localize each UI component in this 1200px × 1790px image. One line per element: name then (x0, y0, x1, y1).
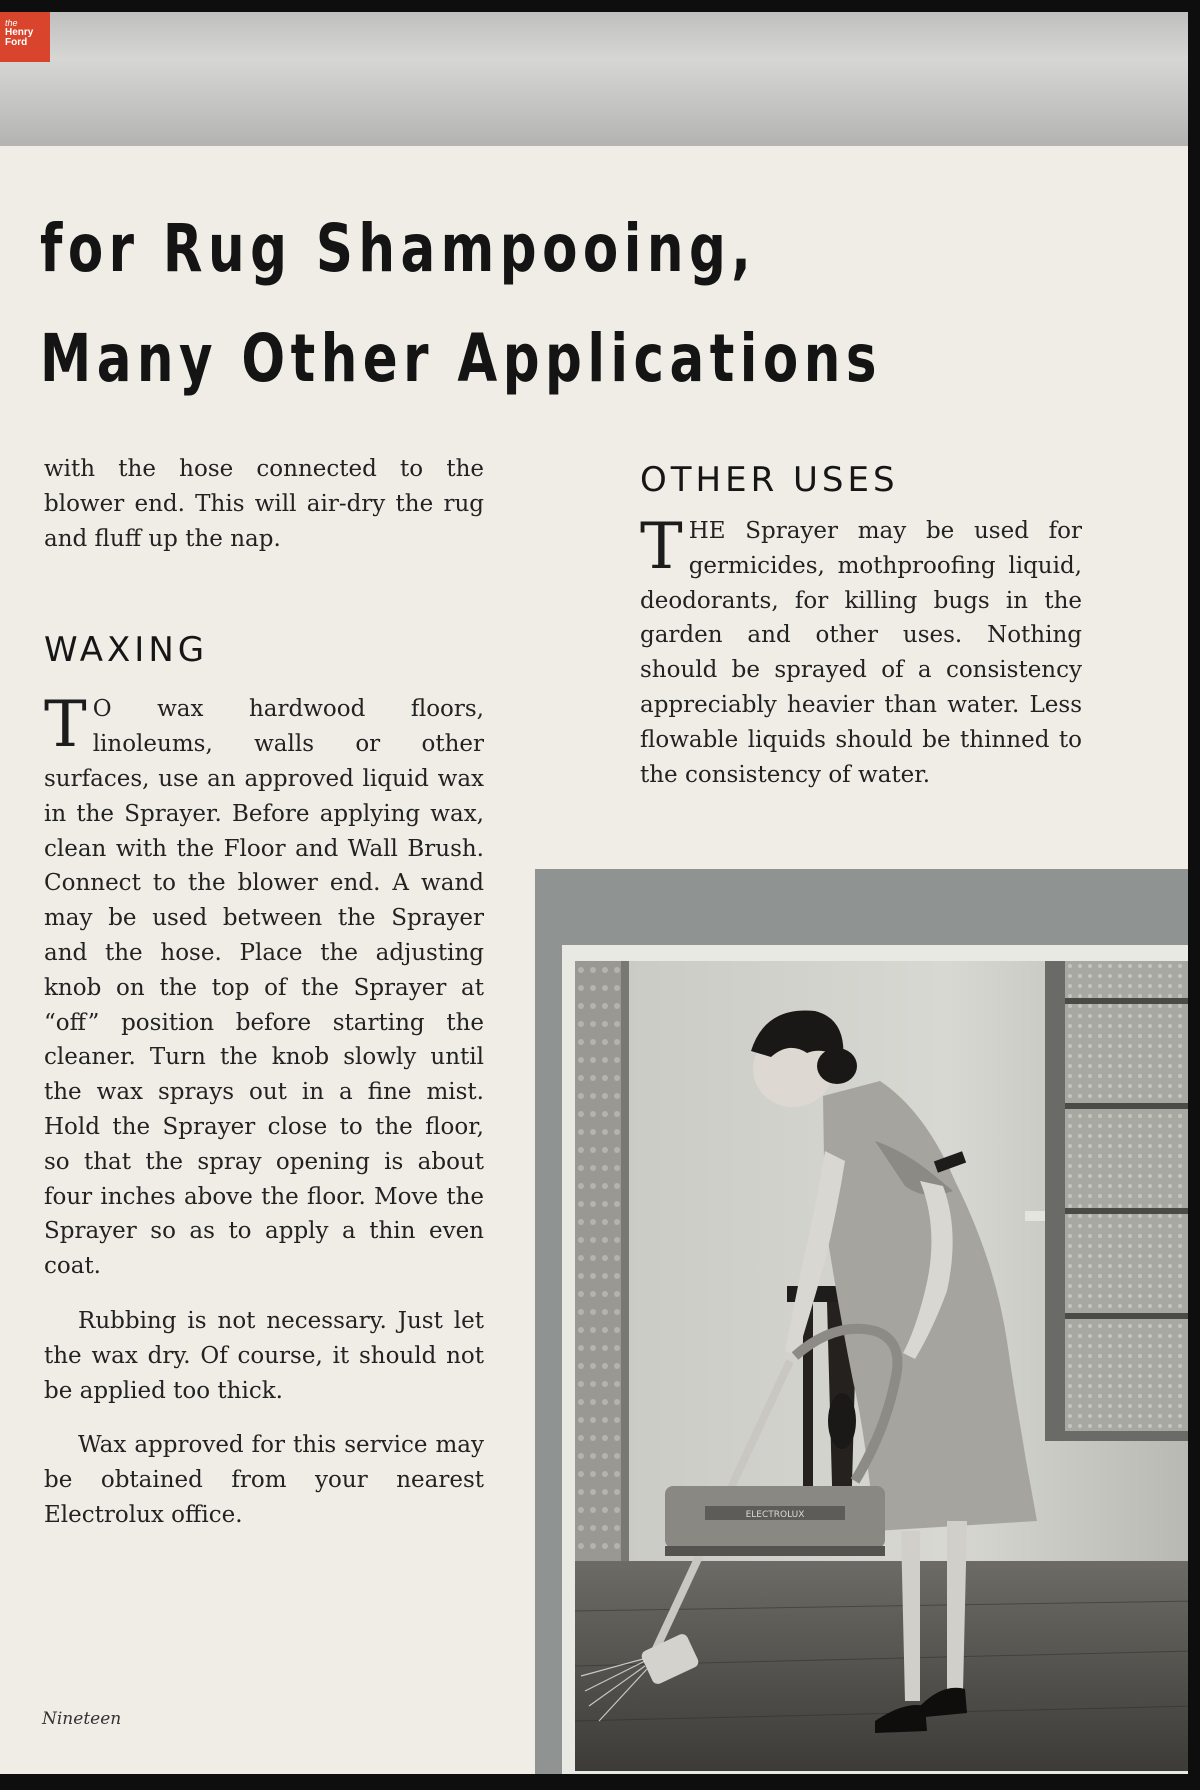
other-uses-dropcap: T (640, 510, 683, 584)
left-column (44, 452, 484, 1533)
photo-band (535, 869, 1188, 1774)
continuation-paragraph: with the hose connected to the blower end. This will air-dry the rug and fluff up the nap. (44, 456, 484, 552)
headline-line-2: Many Other Applications (40, 320, 882, 397)
photo-illustration (575, 961, 1188, 1771)
page-number-folio: Nineteen (42, 1709, 122, 1729)
waxing-paragraph-1 (44, 688, 484, 1284)
waxing-heading: WAXING (44, 630, 209, 671)
logo-text-ford: Ford (5, 37, 28, 48)
logo-text-the: the (5, 18, 18, 28)
waxing-dropcap: T (44, 688, 87, 763)
waxing-paragraph-2: Rubbing is not necessary. Just let the wax dry. Of course, it should not be applied too thick. (44, 1307, 484, 1404)
other-uses-paragraph (640, 510, 1082, 792)
photo-frame (562, 945, 1188, 1774)
other-uses-heading: OTHER USES (640, 460, 899, 500)
headline-line-1: for Rug Shampooing, (40, 210, 757, 287)
other-uses-paragraph-text: HE Sprayer may be used for germicides, mothproofing liquid, deodorants, for killing bugs in the garden and other uses. Nothing should be sprayed of a consistency appreciably heavier than water. Less flowable liquids should be thinned to the consistency of water. (640, 518, 1082, 788)
page-headline (40, 194, 882, 414)
waxing-paragraph-1-text: O wax hardwood floors, linoleums, walls or other surfaces, use an approved liquid wax in the Sprayer. Before applying wax, clean with the Floor and Wall Brush. Connect to the blower end. A wand may be used between the Sprayer and the hose. Place the adjusting knob on the top of the Sprayer at “off” position before starting the cleaner. Turn the knob slowly until the wax sprays out in a fine mist. Hold the Sprayer close to the floor, so that the spray opening is about four inches above the floor. Move the Sprayer so as to apply a thin even coat. (44, 696, 484, 1280)
henry-ford-logo (0, 12, 50, 62)
silver-header-band (0, 12, 1188, 146)
woman-spraying-wax-photo (575, 961, 1188, 1771)
right-column (640, 460, 1082, 792)
brochure-page (0, 12, 1188, 1774)
logo-text-henry: Henry (5, 27, 34, 38)
machine-label-text: ELECTROLUX (745, 1510, 805, 1520)
waxing-paragraph-3: Wax approved for this service may be obtained from your nearest Electrolux office. (44, 1432, 484, 1528)
